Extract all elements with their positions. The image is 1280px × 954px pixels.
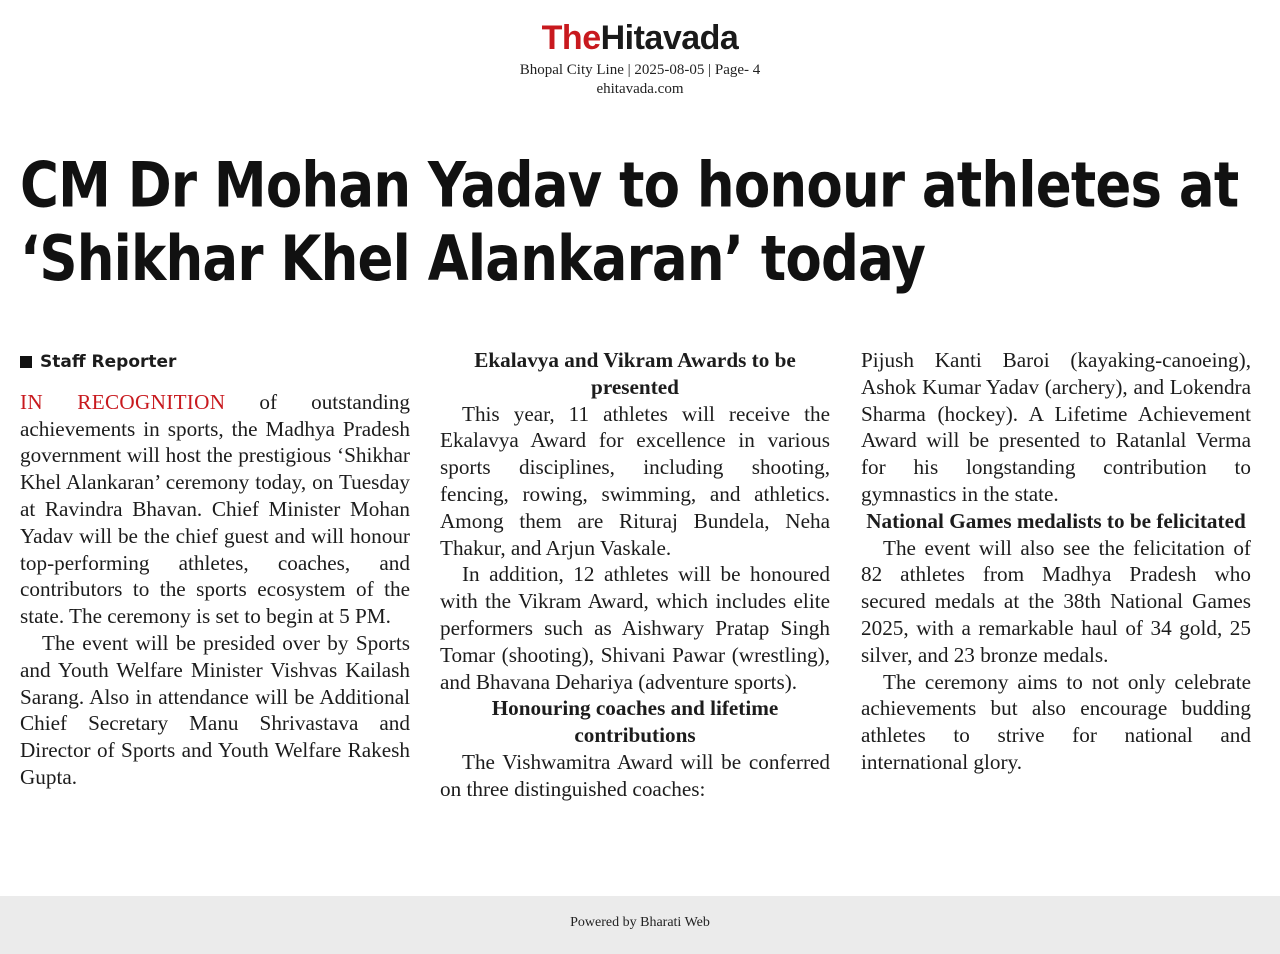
paragraph: This year, 11 athletes will receive the Ekalavya Award for excellence in various sports disciplines, including shooting, fencing, rowing, swimming, and athletics. Among them are Rituraj Bundela, Neha Thakur, and Arjun Vaskale. — [440, 401, 830, 560]
article-column-1 — [20, 347, 410, 791]
subheading: Ekalavya and Vikram Awards to be presented — [474, 348, 796, 399]
paragraph: The Vishwamitra Award will be conferred on three distinguished coaches: — [440, 749, 830, 801]
logo-name: Hitavada — [600, 19, 739, 57]
masthead — [0, 18, 1280, 99]
article-headline: CM Dr Mohan Yadav to honour athletes at ‘Shikhar Khel Alankaran’ today — [20, 150, 1239, 296]
byline-text: Staff Reporter — [40, 352, 177, 372]
article-column-3 — [861, 347, 1251, 776]
article-body — [0, 347, 1280, 867]
logo-the: The — [541, 19, 601, 57]
paragraph: The ceremony aims to not only celebrate achievements but also encourage budding athletes to strive for national and international glory. — [861, 669, 1251, 774]
square-bullet-icon — [20, 356, 32, 368]
byline — [20, 349, 410, 376]
paragraph: The event will also see the felicitation of 82 athletes from Madhya Pradesh who secured medals at the 38th National Games 2025, with a remarkable haul of 34 gold, 25 silver, and 23 bronze medals. — [861, 535, 1251, 667]
powered-by-text: Powered by Bharati Web — [570, 915, 710, 930]
subheading: National Games medalists to be felicitated — [866, 508, 1246, 533]
edition-line: Bhopal City Line | 2025-08-05 | Page- 4 — [519, 62, 761, 78]
website-link[interactable]: ehitavada.com — [596, 81, 684, 97]
paragraph-text: of outstanding achievements in sports, the Madhya Pradesh government will host the prestigious ‘Shikhar Khel Alankaran’ ceremony today, on Tuesday at Ravindra Bhavan. Chief Minister Mohan Yadav will be the chief guest and will honour top-performing athletes, coaches, and contributors to the sports ecosystem of the state. The ceremony is set to begin at 5 PM. — [20, 389, 410, 629]
newspaper-logo[interactable] — [0, 18, 1280, 58]
subheading: Honouring coaches and lifetime contributions — [491, 696, 779, 748]
lead-caps: IN RECOGNITION — [20, 389, 226, 414]
article-column-2 — [440, 347, 830, 803]
paragraph: In addition, 12 athletes will be honoured with the Vikram Award, which includes elite performers such as Aishwary Pratap Singh Tomar (shooting), Shivani Pawar (wrestling), and Bhavana Dehariya (adventure sports). — [440, 562, 830, 694]
paragraph: Pijush Kanti Baroi (kayaking-canoeing), Ashok Kumar Yadav (archery), and Lokendra Sharma (hockey). A Lifetime Achievement Award will be presented to Ratanlal Verma for his longstanding contribution to gymnastics in the state. — [861, 348, 1251, 506]
paragraph: The event will be presided over by Sports and Youth Welfare Minister Vishvas Kailash Sarang. Also in attendance will be Additional Chief Secretary Manu Shrivastava and Director of Sports and Youth Welfare Rakesh Gupta. — [20, 630, 410, 789]
footer-bar — [0, 896, 1280, 954]
paragraph — [20, 389, 410, 630]
